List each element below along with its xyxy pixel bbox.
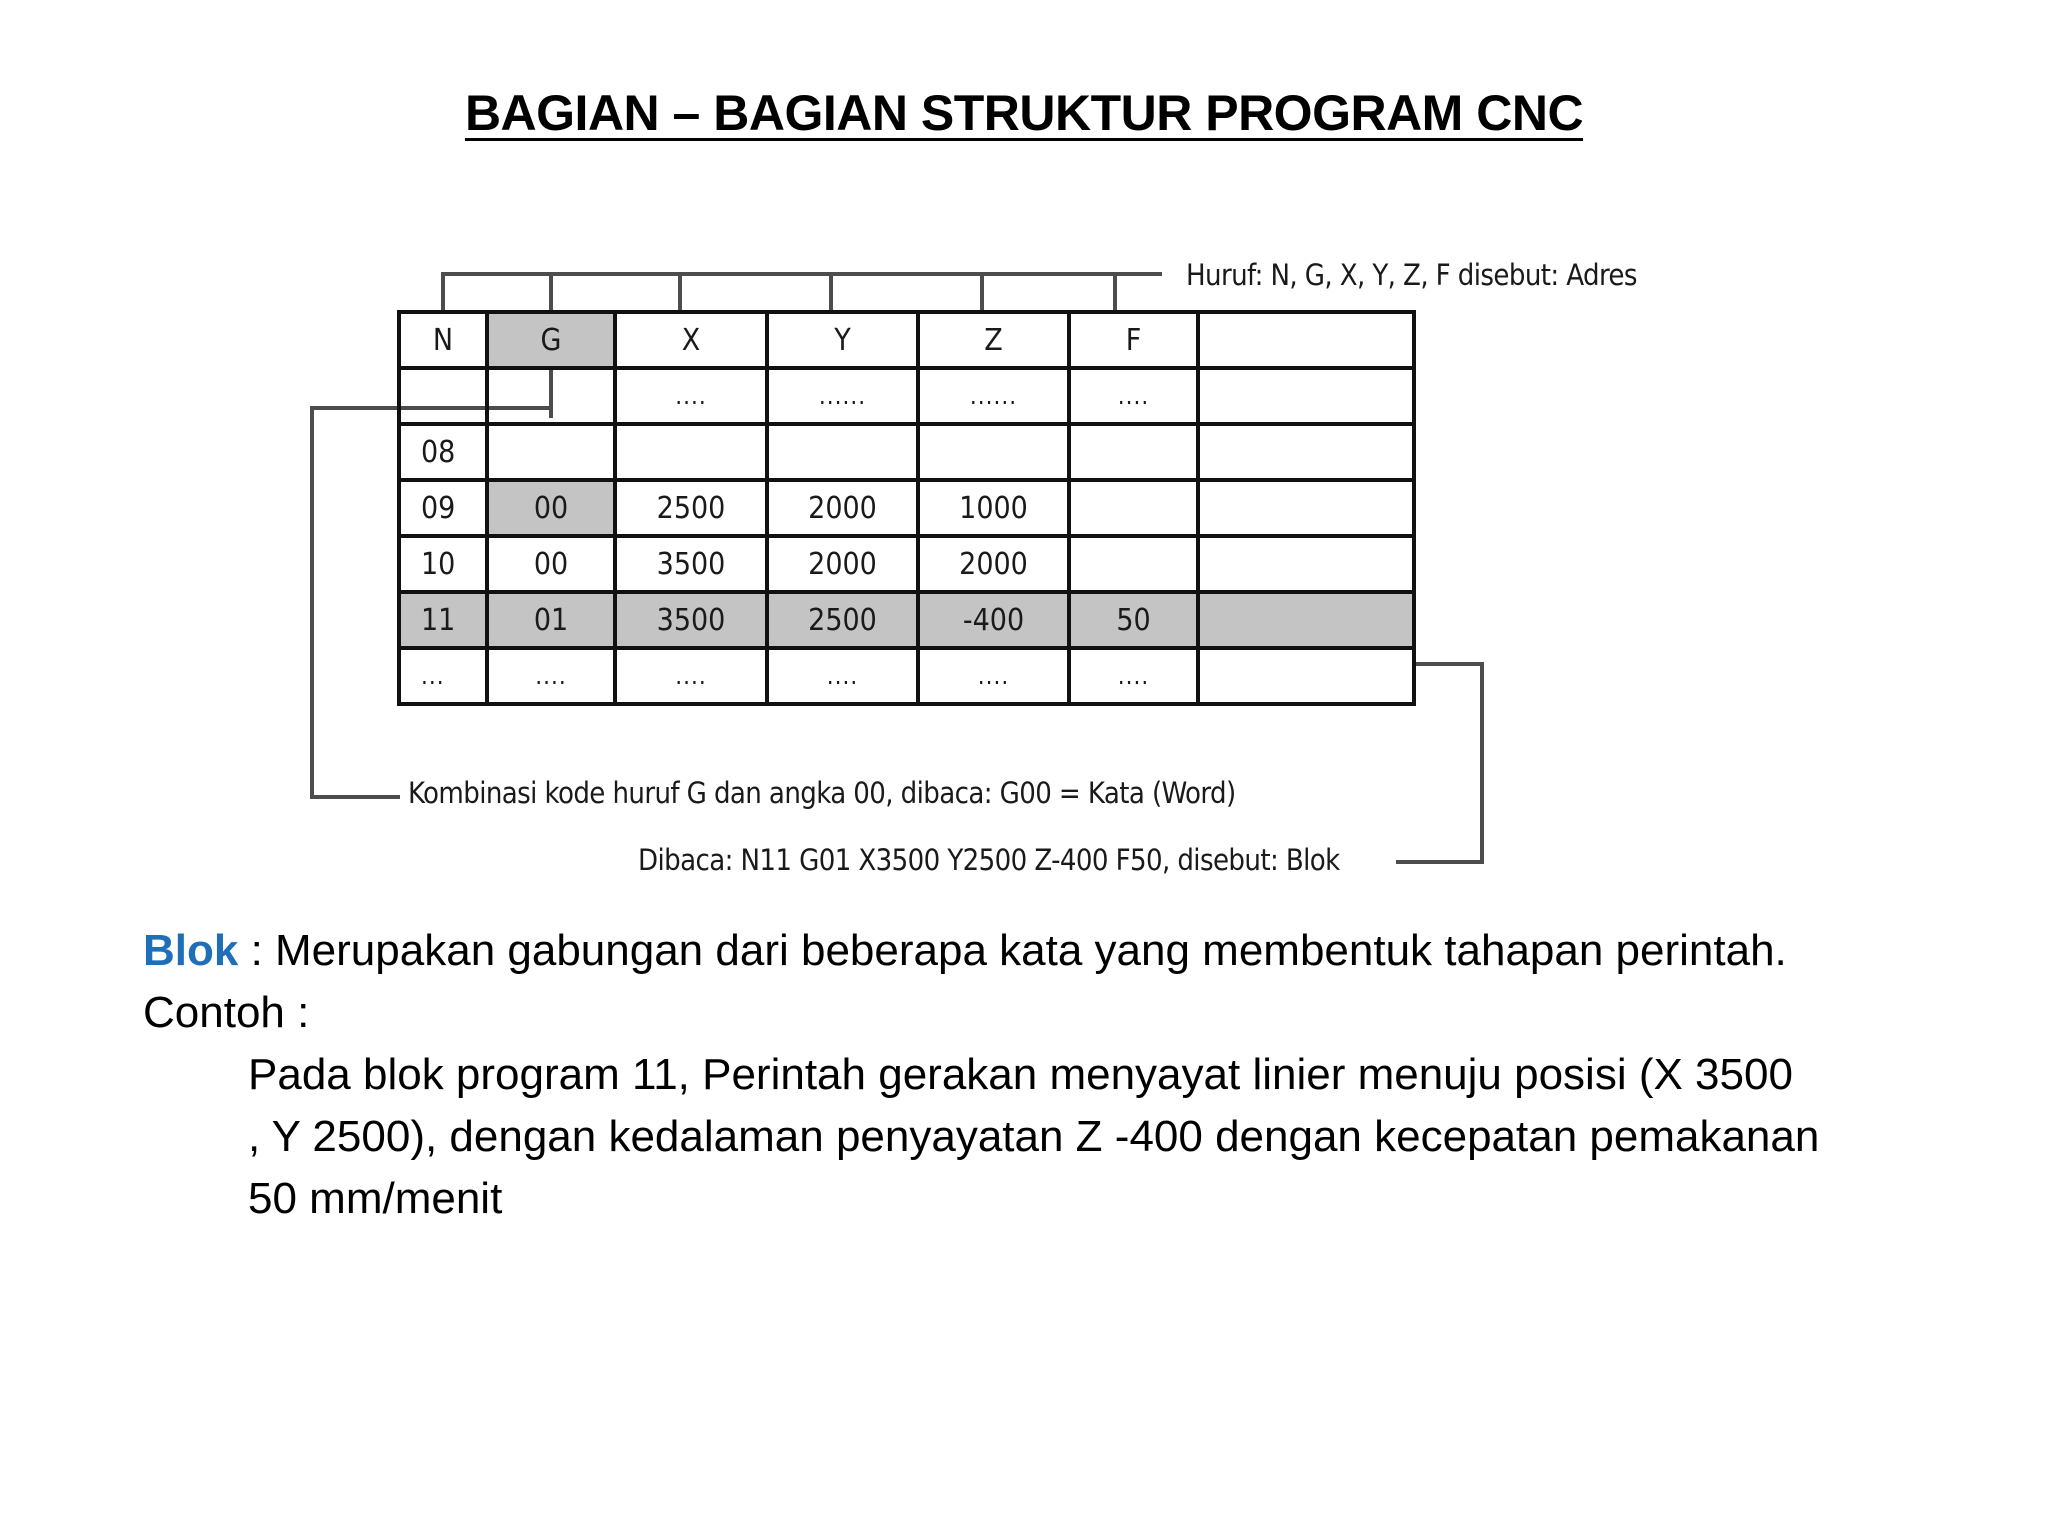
table-cell: [1198, 592, 1414, 648]
header-cell-f: F: [1069, 312, 1198, 368]
table-cell: 1000: [918, 480, 1069, 536]
table-cell: 2000: [767, 536, 918, 592]
table-cell: 3500: [615, 592, 767, 648]
table-cell: 2000: [918, 536, 1069, 592]
table-cell: [1198, 368, 1414, 424]
table-cell: 09: [399, 480, 487, 536]
table-row: [399, 480, 1414, 536]
table-cell: ....: [615, 648, 767, 704]
header-cell-x: X: [615, 312, 767, 368]
table-cell: ....: [767, 648, 918, 704]
table-cell: ......: [767, 368, 918, 424]
table-cell: 11: [399, 592, 487, 648]
block-annotation: Dibaca: N11 G01 X3500 Y2500 Z-400 F50, disebut: Blok: [638, 843, 1340, 877]
table-cell: ....: [1069, 368, 1198, 424]
table-cell: ....: [615, 368, 767, 424]
table-cell: [767, 424, 918, 480]
table-cell: [918, 424, 1069, 480]
table-cell-g00: 00: [487, 480, 615, 536]
example-label: Contoh :: [143, 988, 310, 1037]
word-annotation: Kombinasi kode huruf G dan angka 00, dibaca: G00 = Kata (Word): [408, 776, 1236, 810]
header-cell-z: Z: [918, 312, 1069, 368]
table-cell: ....: [918, 648, 1069, 704]
table-cell: [487, 368, 615, 424]
table-cell: [1069, 480, 1198, 536]
definition-text: : Merupakan gabungan dari beberapa kata yang membentuk tahapan perintah.: [238, 926, 1787, 975]
table-cell: [1198, 536, 1414, 592]
table-row: [399, 536, 1414, 592]
table-cell: [1198, 648, 1414, 704]
table-cell: [487, 424, 615, 480]
address-bracket: [443, 274, 1162, 310]
table-cell: ....: [1069, 648, 1198, 704]
page-title: BAGIAN – BAGIAN STRUKTUR PROGRAM CNC: [464, 85, 1584, 141]
example-line: 50 mm/menit: [248, 1174, 503, 1223]
term-blok: Blok: [143, 926, 239, 975]
table-row: [399, 648, 1414, 704]
definition-line: [143, 920, 1943, 982]
table-cell: 2500: [615, 480, 767, 536]
table-cell: [1069, 424, 1198, 480]
table-cell: 01: [487, 592, 615, 648]
table-cell: [1198, 424, 1414, 480]
table-row: [399, 368, 1414, 424]
table-cell: [1069, 536, 1198, 592]
table-cell: ...: [399, 648, 487, 704]
table-cell: 3500: [615, 536, 767, 592]
table-row: [399, 424, 1414, 480]
table-cell: [399, 368, 487, 424]
explanation-text: [143, 920, 1943, 1230]
table-cell: 10: [399, 536, 487, 592]
table-row-block-11: [399, 592, 1414, 648]
cnc-program-table: [397, 310, 1416, 706]
header-cell-blank: [1198, 312, 1414, 368]
table-cell: -400: [918, 592, 1069, 648]
header-cell-g: G: [487, 312, 615, 368]
address-annotation: Huruf: N, G, X, Y, Z, F disebut: Adres: [1186, 258, 1637, 292]
table-cell: 08: [399, 424, 487, 480]
table-cell: 00: [487, 536, 615, 592]
table-cell: [1198, 480, 1414, 536]
table-cell: [615, 424, 767, 480]
table-cell: 2500: [767, 592, 918, 648]
header-cell-n: N: [399, 312, 487, 368]
header-cell-y: Y: [767, 312, 918, 368]
table-cell: 2000: [767, 480, 918, 536]
table-cell: ....: [487, 648, 615, 704]
table-cell: 50: [1069, 592, 1198, 648]
table-header-row: [399, 312, 1414, 368]
example-line: , Y 2500), dengan kedalaman penyayatan Z -400 dengan kecepatan pemakanan: [248, 1112, 1820, 1161]
example-line: Pada blok program 11, Perintah gerakan menyayat linier menuju posisi (X 3500: [248, 1050, 1793, 1099]
table-cell: ......: [918, 368, 1069, 424]
